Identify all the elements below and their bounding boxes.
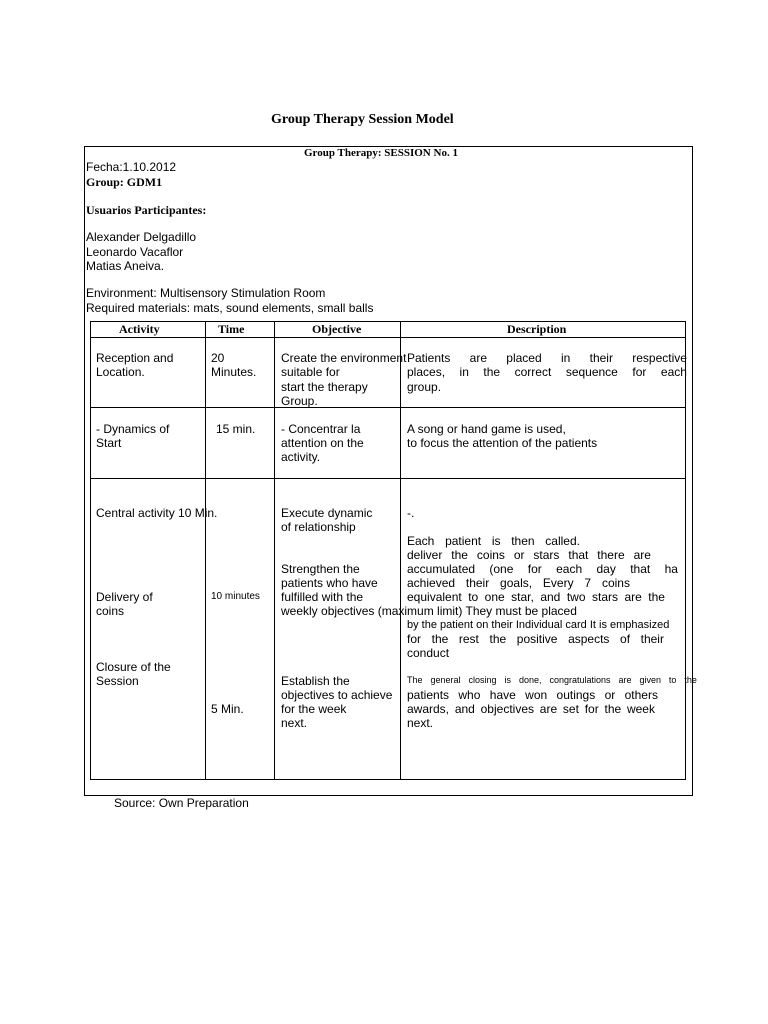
r3-strengthen-line2: patients who have — [281, 576, 378, 590]
r2-objective-line2: attention on the — [281, 436, 364, 450]
r3-coins-desc-line1: deliver the coins or stars that there are — [407, 548, 651, 562]
r3-strengthen-line3: fulfilled with the — [281, 590, 364, 604]
col-header-objective: Objective — [312, 322, 362, 336]
r1-description-line1: Patients are placed in their respective — [407, 351, 687, 365]
col-header-activity: Activity — [119, 322, 160, 336]
r2-description-line2: to focus the attention of the patients — [407, 436, 598, 450]
session-subtitle: Group Therapy: SESSION No. 1 — [304, 147, 458, 159]
r1-activity-line1: Reception and — [96, 351, 174, 365]
r1-objective-line4: Group. — [281, 394, 318, 408]
r3-central-activity: Central activity 10 Min. — [96, 506, 218, 520]
r3-closing-desc-line1: patients who have won outings or others — [407, 688, 658, 702]
r3-strengthen-line4: weekly objectives (maximum limit) They must be placed — [281, 604, 577, 618]
source-note: Source: Own Preparation — [114, 796, 249, 810]
fecha-label: Fecha:1.10.2012 — [86, 160, 177, 174]
r1-time-line1: 20 — [211, 351, 225, 365]
r3-establish-line3: for the week — [281, 702, 347, 716]
r3-closure-time: 5 Min. — [211, 702, 244, 716]
r3-delivery-line2: coins — [96, 604, 125, 618]
r1-objective-line1: Create the environment — [281, 351, 407, 365]
r3-closing-small-line: The general closing is done, congratulations are given to the — [407, 675, 697, 685]
r2-objective-line1: - Concentrar la — [281, 422, 361, 436]
r1-time-line2: Minutes. — [211, 365, 257, 379]
materials-text: Required materials: mats, sound elements, small balls — [86, 301, 374, 315]
usuarios-label: Usuarios Participantes: — [86, 203, 207, 217]
r1-objective-line2: suitable for — [281, 365, 340, 379]
r3-closure-line1: Closure of the — [96, 660, 171, 674]
participant-2: Leonardo Vacaflor — [86, 245, 184, 259]
r1-description-line3: group. — [407, 380, 442, 394]
r3-exec-objective-line2: of relationship — [281, 520, 356, 534]
r2-time: 15 min. — [216, 422, 256, 436]
r2-activity-line1: - Dynamics of — [96, 422, 170, 436]
r3-strengthen-line1: Strengthen the — [281, 562, 360, 576]
r3-coins-desc-line3: achieved their goals, Every 7 coins — [407, 576, 630, 590]
r3-closing-desc-line2: awards, and objectives are set for the week — [407, 702, 655, 716]
r3-closing-desc-line3: next. — [407, 716, 434, 730]
participant-3: Matias Aneiva. — [86, 259, 165, 273]
r3-delivery-line1: Delivery of — [96, 590, 153, 604]
r1-description-line2: places, in the correct sequence for each — [407, 365, 687, 379]
r2-objective-line3: activity. — [281, 450, 321, 464]
col-header-description: Description — [507, 322, 567, 336]
r2-activity-line2: Start — [96, 436, 122, 450]
environment-text: Environment: Multisensory Stimulation Room — [86, 286, 326, 300]
col-header-time: Time — [218, 322, 245, 336]
r3-conduct: conduct — [407, 646, 450, 660]
r3-exec-objective-line1: Execute dynamic — [281, 506, 373, 520]
page-title: Group Therapy Session Model — [271, 112, 454, 127]
r3-establish-line4: next. — [281, 716, 308, 730]
r3-rest-line: for the rest the positive aspects of their — [407, 632, 664, 646]
r3-coins-desc-line2: accumulated (one for each day that ha — [407, 562, 678, 576]
participant-1: Alexander Delgadillo — [86, 230, 197, 244]
r3-establish-line2: objectives to achieve — [281, 688, 393, 702]
r3-card-line: by the patient on their Individual card It is emphasized — [407, 619, 670, 631]
r3-closure-line2: Session — [96, 674, 139, 688]
r2-description-line1: A song or hand game is used, — [407, 422, 566, 436]
r3-delivery-time: 10 minutes — [211, 591, 260, 602]
r3-establish-line1: Establish the — [281, 674, 350, 688]
r1-objective-line3: start the therapy — [281, 380, 368, 394]
r3-dash: -. — [407, 506, 415, 520]
group-label: Group: GDM1 — [86, 175, 163, 189]
r3-each-patient: Each patient is then called. — [407, 534, 580, 548]
r3-coins-desc-line4: equivalent to one star, and two stars are the — [407, 590, 665, 604]
r1-activity-line2: Location. — [96, 365, 145, 379]
